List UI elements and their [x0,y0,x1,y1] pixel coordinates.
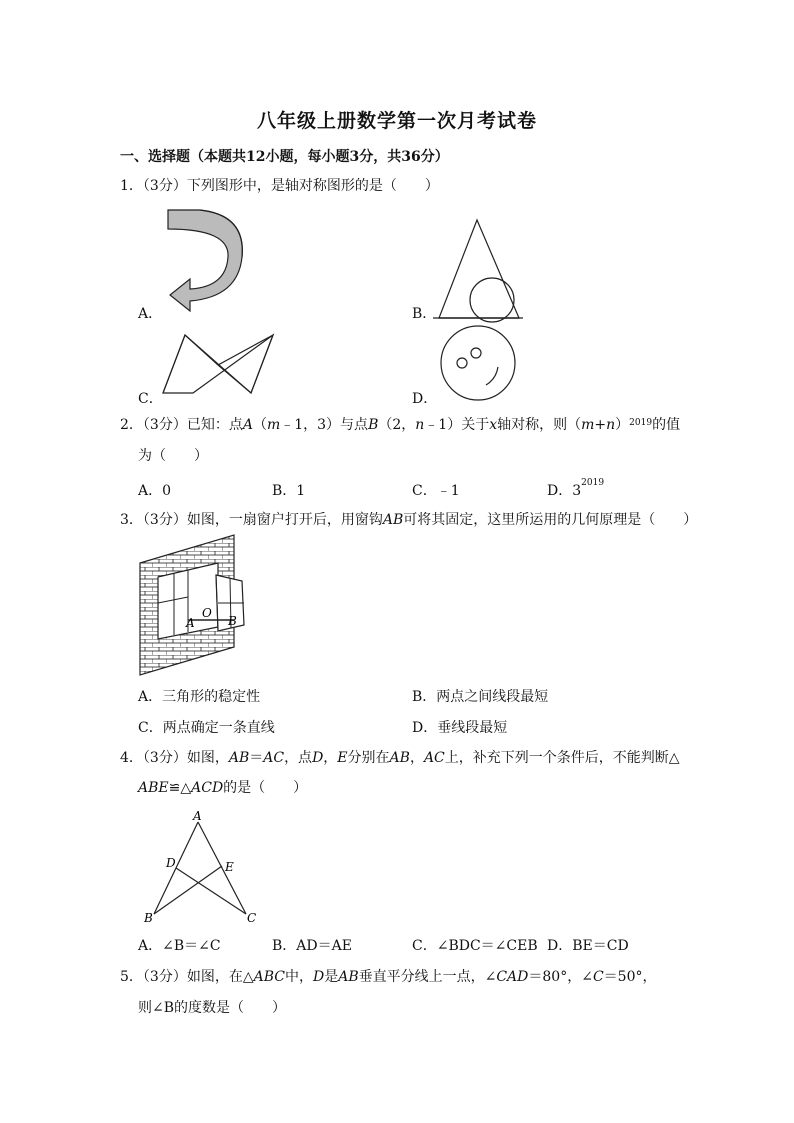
question-1-stem: 1．（3分）下列图形中，是轴对称图形的是（ ） [120,178,439,194]
q1-option-d[interactable]: D． [412,391,438,407]
section-heading: 一、选择题（本题共12小题，每小题3分，共36分） [120,149,449,165]
window-hook-figure [138,535,248,680]
question-4-stem: 4．（3分）如图，AB＝AC，点D，E分别在AB，AC上，补充下列一个条件后，不能判断△ [120,750,680,766]
triangle-circle-figure [435,218,525,318]
fig3-label-o: O [202,606,212,620]
fig3-label-b: B [228,614,237,628]
triangle-abc-figure [142,810,262,928]
question-5-stem: 5．（3分）如图，在△ABC中，D是AB垂直平分线上一点，∠CAD＝80°，∠C＝50°， [120,969,657,985]
question-3-stem: 3．（3分）如图，一扇窗户打开后，用窗钩AB可将其固定，这里所运用的几何原理是（ ） [120,512,698,528]
fig4-label-c: C [247,911,257,925]
smiley-face-figure [438,323,518,403]
q1-option-c[interactable]: C． [138,391,163,407]
q1-option-a[interactable]: A． [138,306,163,322]
page-title: 八年级上册数学第一次月考试卷 [256,110,537,132]
question-4-line2: ABE≌△ACD的是（ ） [138,780,308,796]
q4-option-b[interactable]: B．AD＝AE [272,938,352,954]
q2-option-c[interactable]: C．﹣1 [412,483,460,499]
question-2-stem: 2．（3分）已知：点A（m﹣1，3）与点B（2，n﹣1）关于x轴对称，则$(m+n)^{2019}$的值 [120,417,681,433]
fig4-label-a: A [193,809,202,823]
question-2-line2: 为（ ） [138,448,208,464]
fig3-label-a: A [186,616,195,630]
q2-option-a[interactable]: A．0 [138,483,172,499]
q4-option-a[interactable]: A．∠B＝∠C [138,938,221,954]
q4-option-d[interactable]: D．BE＝CD [547,938,629,954]
q1-option-b[interactable]: B． [412,306,437,322]
q3-option-d[interactable]: D．垂线段最短 [412,720,508,736]
curved-arrow-figure [160,205,250,315]
q2-option-b[interactable]: B．1 [272,483,306,499]
fig4-label-d: D [166,856,176,870]
q3-option-a[interactable]: A．三角形的稳定性 [138,689,261,705]
question-5-line2: 则∠B的度数是（ ） [138,1000,287,1016]
fig4-label-b: B [144,911,153,925]
q3-option-b[interactable]: B．两点之间线段最短 [412,689,549,705]
fig4-label-e: E [225,860,234,874]
q2-option-d[interactable]: D．$3^{2019}$ [547,478,605,499]
bowtie-figure [163,333,277,397]
q4-option-c[interactable]: C．∠BDC＝∠CEB [412,938,538,954]
q3-option-c[interactable]: C．两点确定一条直线 [138,720,275,736]
